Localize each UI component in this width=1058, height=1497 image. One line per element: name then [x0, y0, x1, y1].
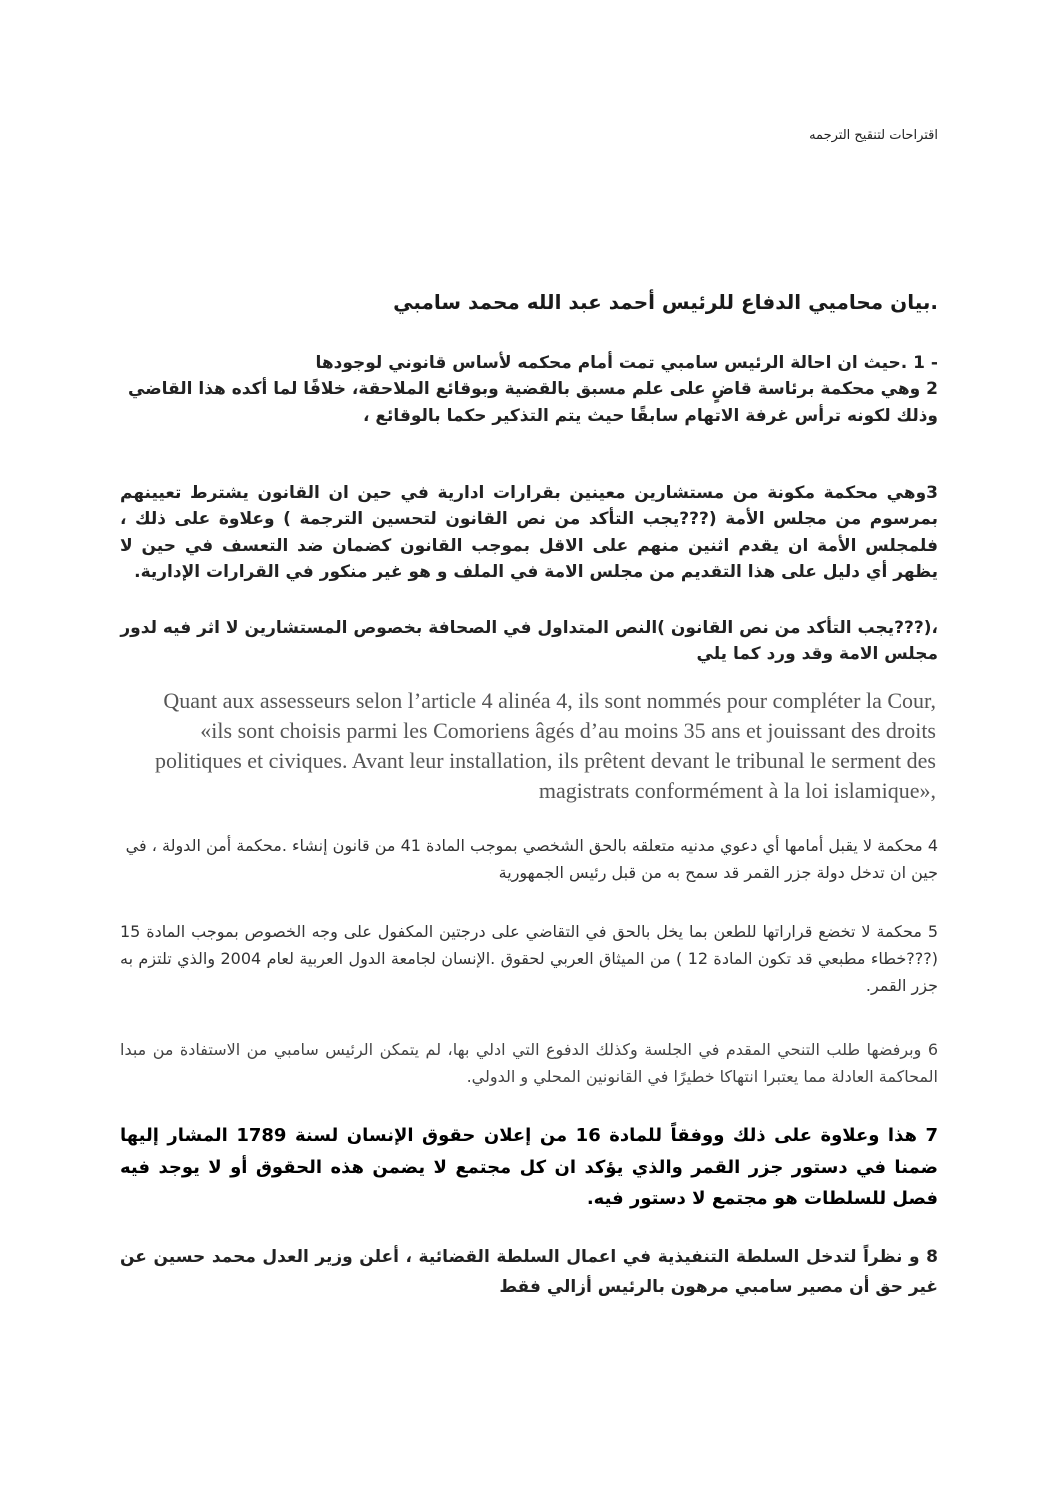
paragraph-6: 6 وبرفضها طلب التنحي المقدم في الجلسة وكذلك الدفوع التي ادلي بها، لم يتمكن الرئيس سامبي من الاستفادة من مبدا المحاكمة العادلة مما يعتبرا انتهاكا خطيرًا في القانونين المحلي و الدولي. — [120, 1040, 938, 1087]
paragraph-8: 8 و نظراً لتدخل السلطة التنفيذية في اعمال السلطة القضائية ، أعلن وزير العدل محمد حسين عن غير حق أن مصير سامبي مرهون بالرئيس أزالي فقط — [120, 1247, 938, 1297]
paragraph-1: - 1 .حيث ان احالة الرئيس سامبي تمت أمام محكمه لأساس قانوني لوجودها — [315, 353, 938, 373]
french-quote: Quant aux assesseurs selon l’article 4 alinéa 4, ils sont nommés pour compléter la Cour, «ils sont choisis parmi les Comoriens âgés d’au moins 35 ans et jouissant des droits politiques et civiques. Avant leur installation, ils prêtent devant le tribunal le serment des magistrats conformément à la loi islamique», — [154, 688, 936, 803]
paragraph-4: 4 محكمة لا يقبل أمامها أي دعوي مدنيه متعلقه بالحق الشخصي بموجب المادة 41 من قانون إنشاء .محكمة أمن الدولة ، في جين ان تدخل دولة جزر القمر قد سمح به من قبل رئيس الجمهورية — [125, 836, 938, 883]
header-note: اقتراحات لتنقيح الترجمه — [809, 128, 938, 143]
document-title: .بيان محاميي الدفاع للرئيس أحمد عبد الله محمد سامبي — [393, 290, 938, 314]
paragraph-7: 7 هذا وعلاوة على ذلك ووفقاً للمادة 16 من إعلان حقوق الإنسان لسنة 1789 المشار إليها ضمنا في دستور جزر القمر والذي يؤكد ان كل مجتمع لا يضمن هذه الحقوق أو لا يوجد فيه فصل للسلطات هو مجتمع لا دستور فيه. — [120, 1125, 939, 1209]
paragraph-2: 2 وهي محكمة برئاسة قاضٍ على علم مسبق بالقضية وبوقائع الملاحقة، خلافًا لما أكده هذا القاضي وذلك لكونه ترأس غرفة الاتهام سابقًا حيث يتم التذكير حكما بالوقائع ، — [128, 379, 938, 426]
paragraph-1-2 — [120, 350, 938, 429]
paragraph-3b: ،(???يجب التأكد من نص القانون )النص المتداول في الصحافة بخصوص المستشارين لا اثر فيه لدور مجلس الامة وقد ورد كما يلي — [120, 618, 938, 665]
paragraph-3: 3وهي محكمة مكونة من مستشارين معينين بقرارات ادارية في حين ان القانون يشترط تعيينهم بمرسوم من مجلس الأمة (???يجب التأكد من نص القانون لتحسين الترجمة ) وعلاوة على ذلك ، فلمجلس الأمة ان يقدم اثنين منهم على الاقل بموجب القانون كضمان ضد التعسف في حين لا يظهر أي دليل على هذا التقديم من مجلس الامة في الملف و هو غير منكور في القرارات الإدارية. — [120, 483, 938, 583]
paragraph-5: 5 محكمة لا تخضع قراراتها للطعن بما يخل بالحق في التقاضي على درجتين المكفول على وجه الخصوص بموجب المادة 15 (???خطاء مطبعي قد تكون المادة 12 ) من الميثاق العربي لحقوق .الإنسان لجامعة الدول العربية لعام 2004 والذي تلتزم به جزر القمر. — [120, 922, 938, 996]
